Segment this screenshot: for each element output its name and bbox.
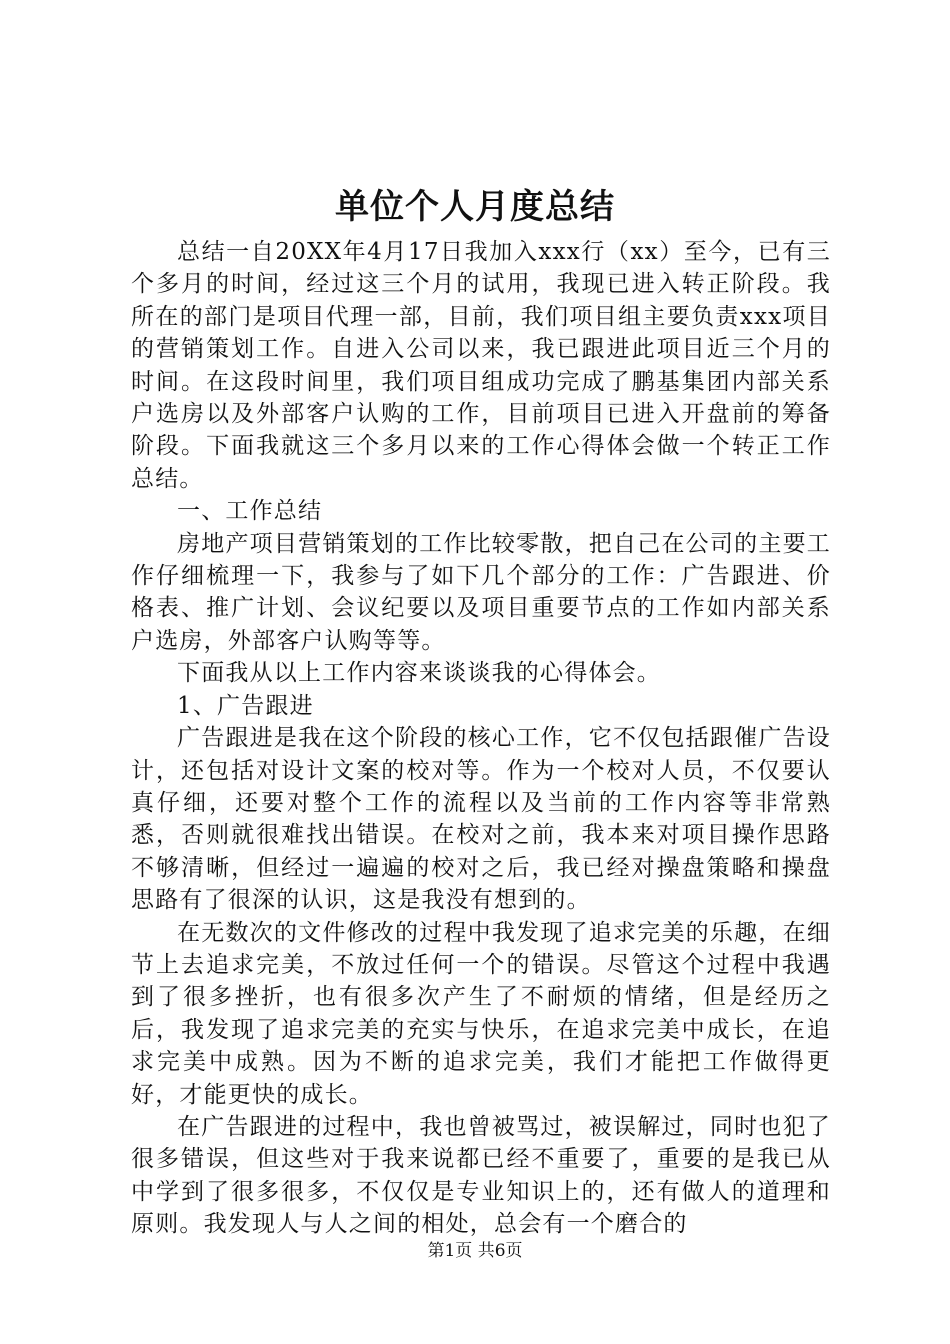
paragraph: 在广告跟进的过程中，我也曾被骂过，被误解过，同时也犯了很多错误，但这些对于我来说都已经不重要了，重要的是我已从中学到了很多很多，不仅仅是专业知识上的，还有做人的道理和原则。我发现人与人之间的相处，总会有一个磨合的 [131, 1113, 831, 1238]
subsection-heading: 1、广告跟进 [177, 692, 314, 719]
paragraph: 下面我从以上工作内容来谈谈我的心得体会。 [177, 660, 661, 687]
page-footer: 第1页 共6页 [427, 1241, 523, 1261]
paragraph: 房地产项目营销策划的工作比较零散，把自己在公司的主要工作仔细梳理一下，我参与了如下几个部分的工作：广告跟进、价格表、推广计划、会议纪要以及项目重要节点的工作如内部关系户选房，外部客户认购等等。 [131, 530, 831, 654]
paragraph: 在无数次的文件修改的过程中我发现了追求完美的乐趣，在细节上去追求完美，不放过任何一个的错误。尽管这个过程中我遇到了很多挫折，也有很多次产生了不耐烦的情绪，但是经历之后，我发现了追求完美的充实与快乐，在追求完美中成长，在追求完美中成熟。因为不断的追求完美，我们才能把工作做得更好，才能更快的成长。 [131, 919, 831, 1108]
document-body [131, 236, 831, 1241]
paragraph: 广告跟进是我在这个阶段的核心工作，它不仅包括跟催广告设计，还包括对设计文案的校对等。作为一个校对人员，不仅要认真仔细，还要对整个工作的流程以及当前的工作内容等非常熟悉，否则就很难找出错误。在校对之前，我本来对项目操作思路不够清晰，但经过一遍遍的校对之后，我已经对操盘策略和操盘思路有了很深的认识，这是我没有想到的。 [131, 725, 831, 914]
document-title: 单位个人月度总结 [335, 187, 615, 227]
section-heading: 一、工作总结 [177, 498, 323, 525]
paragraph: 总结一自20XX年4月17日我加入xxx行（xx）至今，已有三个多月的时间，经过这三个月的试用，我现已进入转正阶段。我所在的部门是项目代理一部，目前，我们项目组主要负责xxx项目的营销策划工作。自进入公司以来，我已跟进此项目近三个月的时间。在这段时间里，我们项目组成功完成了鹏基集团内部关系户选房以及外部客户认购的工作，目前项目已进入开盘前的筹备阶段。下面我就这三个多月以来的工作心得体会做一个转正工作总结。 [131, 239, 831, 492]
